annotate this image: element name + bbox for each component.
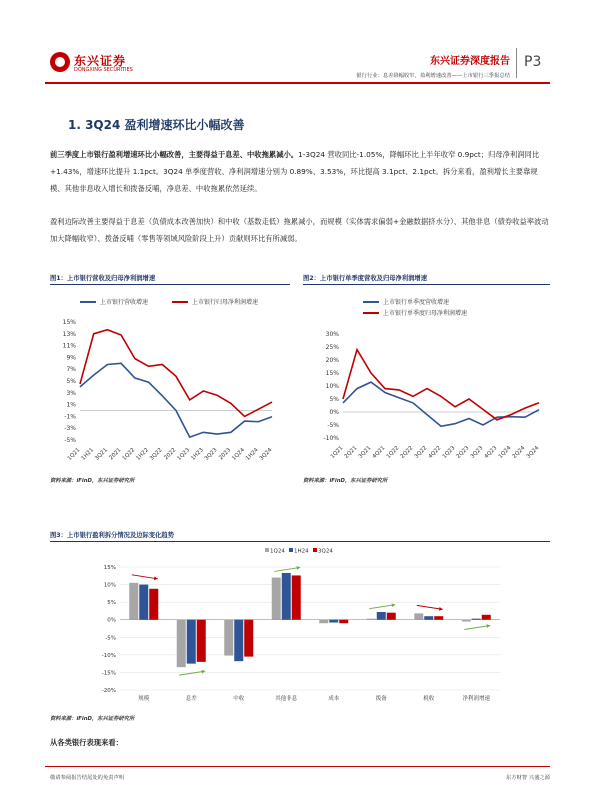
bar	[377, 612, 386, 620]
bar	[149, 589, 158, 620]
bar	[482, 615, 491, 620]
y-tick-label: -3%	[64, 425, 76, 433]
bar	[434, 616, 443, 620]
figure-3-source: 资料来源：iFinD，东兴证券研究所	[50, 716, 135, 722]
x-tick-label: 2Q24	[511, 445, 527, 460]
series-line	[80, 363, 272, 437]
bar	[282, 573, 291, 620]
legend-label: 上市银行单季度营收增速	[383, 299, 450, 306]
figure-2-caption: 图2：上市银行单季度营收及归母净利润增速	[303, 275, 428, 282]
x-tick-label: 1H22	[135, 447, 150, 462]
y-tick-label: 25%	[325, 344, 339, 351]
y-tick-label: 1%	[66, 401, 76, 409]
bar	[197, 620, 206, 662]
y-tick-label: 7%	[66, 366, 76, 374]
legend-label: 上市银行单季度归母净利润增速	[383, 310, 468, 317]
y-tick-label: 15%	[103, 565, 116, 571]
legend-swatch	[289, 548, 293, 552]
bar	[187, 620, 196, 664]
bar	[319, 620, 328, 624]
y-tick-label: -5%	[327, 422, 339, 429]
brand-name-en: DONGXING SECURITIES	[74, 67, 133, 73]
trend-arrow-line	[464, 625, 490, 629]
y-tick-label: 13%	[62, 330, 76, 338]
x-tick-label: 1H24	[245, 447, 260, 462]
x-tick-label: 3Q22	[148, 447, 164, 462]
y-tick-label: 5%	[107, 600, 116, 607]
x-tick-label: 中收	[233, 696, 245, 702]
x-tick-label: 2Q21	[343, 445, 359, 460]
y-tick-label: -1%	[64, 413, 76, 421]
x-tick-label: 4Q22	[427, 445, 443, 460]
paragraph-1-lead: 前三季度上市银行盈利增速环比小幅改善，主要得益于息差、中收拖累减小。	[50, 150, 299, 159]
page-number: P3	[524, 54, 542, 70]
x-tick-label: 3Q21	[94, 447, 109, 462]
brand-name: 东兴证券	[74, 54, 127, 68]
y-tick-label: 15%	[325, 370, 339, 377]
trend-arrow-line	[369, 605, 395, 609]
figure-1-caption: 图1：上市银行营收及归母净利润增速	[50, 275, 156, 282]
y-tick-label: 10%	[103, 582, 116, 589]
legend-swatch	[265, 548, 269, 552]
y-tick-label: 3%	[66, 389, 76, 397]
legend-label: 上市银行营收增速	[100, 299, 149, 306]
y-tick-label: 5%	[66, 378, 76, 385]
figure-2-rule	[303, 284, 550, 285]
x-tick-label: 其他非息	[275, 696, 298, 702]
y-tick-label: 0%	[107, 617, 116, 624]
header-rule	[45, 82, 550, 84]
figure-3-chart	[90, 543, 510, 708]
bar	[234, 620, 243, 661]
y-tick-label: -5%	[64, 437, 76, 444]
x-tick-label: 1Q24	[497, 445, 513, 460]
x-tick-label: 1Q23	[441, 445, 457, 460]
x-tick-label: 拨备	[375, 696, 387, 702]
footer-rule	[45, 766, 550, 767]
bar	[292, 575, 301, 619]
x-tick-label: 1Q22	[121, 447, 137, 462]
y-tick-label: -20%	[101, 688, 116, 694]
bar	[414, 613, 423, 619]
footer-slogan: 东方财智 兴盛之源	[505, 775, 550, 781]
paragraph-1	[50, 146, 550, 197]
bar	[367, 619, 376, 620]
paragraph-2: 盈利边际改善主要得益于息差（负债成本改善加快）和中收（基数走低）拖累减小，而规模（实体需求偏弱+金融数据挤水分）、其他非息（债券收益率波动加大降幅收窄）、拨备反哺（零售等领域风险阶段上升）贡献则环比有所减弱。	[50, 217, 549, 243]
bar	[224, 620, 233, 656]
x-tick-label: 1H21	[80, 447, 96, 462]
x-tick-label: 4Q21	[371, 445, 387, 460]
figure-1-chart	[50, 288, 290, 468]
figure-2-chart	[303, 288, 550, 468]
report-subtitle: 银行行业：息差降幅收窄，盈利增速改善——上市银行三季报总结	[356, 73, 510, 79]
footer-disclaimer: 敬请参阅报告结尾处的免责声明	[50, 775, 125, 781]
brand-logo-icon	[50, 52, 70, 72]
x-tick-label: 2Q22	[399, 445, 415, 460]
trend-arrow-line	[417, 605, 443, 609]
bar	[424, 616, 433, 620]
x-tick-label: 3Q21	[357, 445, 373, 460]
y-tick-label: 11%	[62, 342, 76, 350]
section-title: 1. 3Q24 盈利增速环比小幅改善	[68, 118, 245, 132]
y-tick-label: -10%	[323, 435, 339, 442]
legend-label: 上市银行归母净利润增速	[192, 299, 259, 306]
paragraph-3: 从各类银行表现来看：	[50, 738, 123, 747]
bar	[177, 620, 186, 667]
x-tick-label: 1Q24	[231, 447, 246, 462]
trend-arrow-line	[179, 671, 205, 675]
legend-swatch	[313, 548, 317, 552]
legend-label: 3Q24	[318, 548, 333, 555]
x-tick-label: 2Q23	[455, 445, 471, 460]
figure-2-source: 资料来源：iFinD，东兴证券研究所	[303, 478, 388, 484]
y-tick-label: 15%	[62, 319, 76, 326]
x-tick-label: 息差	[185, 696, 197, 702]
bar	[472, 619, 481, 620]
x-tick-label: 1Q22	[385, 445, 401, 460]
figure-1-rule	[50, 284, 290, 285]
x-tick-label: 1Q21	[66, 447, 82, 462]
series-line	[343, 350, 539, 420]
y-tick-label: 9%	[66, 354, 76, 362]
x-tick-label: 1Q21	[329, 445, 345, 460]
report-title: 东兴证券深度报告	[430, 56, 510, 67]
bar	[462, 620, 471, 622]
figure-3-rule	[50, 541, 550, 542]
x-tick-label: 3Q24	[258, 447, 274, 462]
y-tick-label: -5%	[105, 635, 116, 642]
bar	[387, 613, 396, 620]
figure-3-caption: 图3：上市银行盈利拆分情况及边际变化趋势	[50, 532, 175, 539]
header-divider	[516, 48, 517, 78]
x-tick-label: 1Q23	[176, 447, 192, 462]
y-tick-label: 30%	[325, 331, 339, 338]
trend-arrow-line	[274, 567, 300, 571]
x-tick-label: 规模	[138, 696, 150, 702]
legend-label: 1Q24	[270, 548, 285, 555]
bar	[329, 620, 338, 623]
x-tick-label: 2021	[108, 447, 123, 462]
series-line	[80, 330, 272, 417]
y-tick-label: 20%	[325, 357, 339, 364]
x-tick-label: 3Q24	[525, 445, 541, 460]
x-tick-label: 1H23	[190, 447, 205, 462]
y-tick-label: 10%	[325, 383, 339, 390]
y-tick-label: -10%	[101, 652, 116, 659]
bar	[339, 620, 348, 624]
x-tick-label: 3Q23	[469, 445, 485, 460]
x-tick-label: 3Q23	[203, 447, 219, 462]
series-line	[343, 382, 539, 426]
legend-label: 1H24	[294, 548, 309, 555]
x-tick-label: 税收	[423, 696, 435, 702]
y-tick-label: 5%	[329, 396, 339, 403]
bar	[139, 585, 148, 620]
x-tick-label: 成本	[328, 696, 340, 702]
x-tick-label: 3Q22	[413, 445, 429, 460]
bar	[272, 578, 281, 620]
x-tick-label: 2023	[218, 447, 233, 462]
x-tick-label: 4Q23	[483, 445, 499, 460]
y-tick-label: 0%	[329, 409, 339, 416]
bar	[244, 620, 253, 657]
paragraph-1-body: 1-3Q24 营收同比-1.05%，降幅环比上半年收窄 0.9pct；归母净利润同比+1.43%，增速环比提升 1.1pct。3Q24 单季度营收、净利润增速分别为 0.89%、3.53%，环比提高 3.1pct、2.1pct。拆分来看，盈利增长主要靠规模、其他非息收入增长和拨备反哺，净息差、中收拖累依然延续。	[50, 150, 540, 193]
trend-arrow-line	[132, 575, 158, 579]
bar	[129, 583, 138, 620]
figure-1-source: 资料来源：iFinD，东兴证券研究所	[50, 478, 135, 484]
y-tick-label: -15%	[101, 670, 116, 677]
x-tick-label: 净利润增速	[462, 696, 491, 702]
x-tick-label: 2022	[163, 447, 178, 462]
